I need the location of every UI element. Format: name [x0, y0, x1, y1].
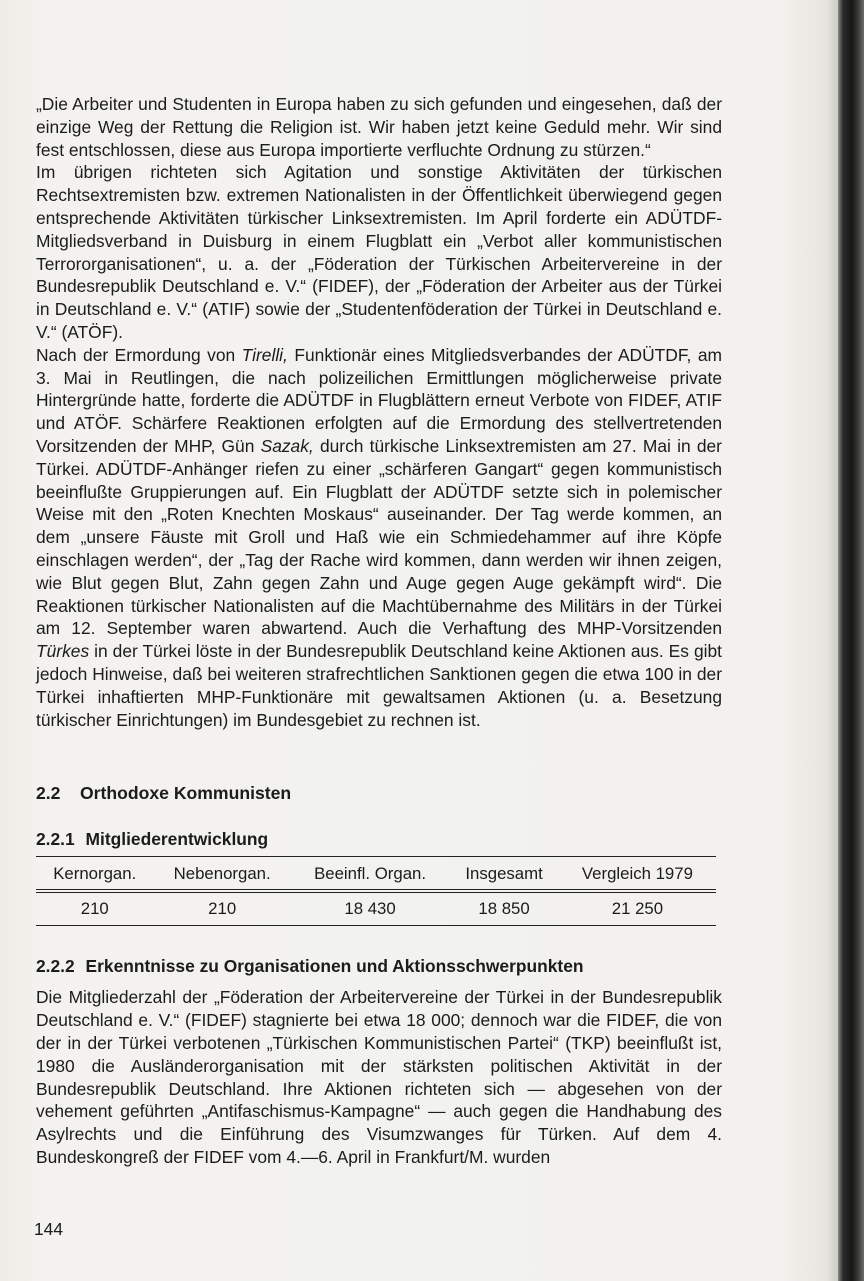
- header-kernorgan: Kernorgan.: [36, 857, 154, 890]
- header-vergleich-1979: Vergleich 1979: [559, 857, 716, 890]
- subsection-heading-organisations: [36, 954, 722, 978]
- book-binding-edge: [838, 0, 864, 1281]
- cell-kernorgan: 210: [80, 899, 109, 919]
- section-number: 2.2: [36, 783, 61, 804]
- subsection-heading-membership: [36, 827, 722, 851]
- header-insgesamt: Insgesamt: [449, 857, 559, 890]
- table-header-row: [36, 857, 716, 890]
- membership-table: [36, 856, 716, 926]
- text-run: „Die Arbeiter und Studenten in Europa haben zu sich gefunden und eingesehen, daß der einzige Weg der Rettung die Religion ist. Wir haben jetzt keine Geduld mehr. Wir sind fest entschlossen, diese aus Europa importierte verfluchte Ordnung zu stürzen.“: [36, 94, 722, 160]
- cell-nebenorgan: 210: [208, 899, 237, 919]
- text-run: Funktionär eines Mitgliedsverbandes der ADÜTDF, am 3. Mai in Reutlingen, die nach polizeilichen Ermittlungen möglicherweise private Hintergründe hatte, forderte die ADÜTDF in Flugblättern erneut Verbote von FIDEF, ATIF und ATÖF. Schärfere Reaktionen erfolgten auf die Ermordung des stellvertretenden Vorsitzenden der MHP, Gün: [36, 344, 722, 456]
- cell-insgesamt: 18 850: [478, 899, 530, 919]
- top-paragraphs: [36, 93, 722, 731]
- header-beeinfl-organ: Beeinfl. Organ.: [291, 857, 449, 890]
- table-row: [36, 893, 716, 926]
- cell-beeinfl-organ: 18 430: [344, 899, 396, 919]
- quote-paragraph: [36, 93, 722, 161]
- subsection-number: 2.2.1: [36, 829, 75, 850]
- text-run: Im übrigen richteten sich Agitation und sonstige Aktivitäten der türkischen Rechtsextremisten bzw. extremen Nationalisten in der Öffentlichkeit überwiegend gegen entsprechende Aktivitäten türkischer Linksextremisten. Im April forderte ein ADÜTDF-Mitgliedsverband in Duisburg in einem Flugblatt ein „Verbot aller kommunistischen Terrororganisationen“, u. a. der „Föderation der Türkischen Arbeitervereine in der Bundesrepublik Deutschland e. V.“ (FIDEF), der „Föderation der Arbeiter aus der Türkei in Deutschland e. V.“ (ATIF) sowie der „Studentenföderation der Türkei in Deutschland e. V.“ (ATÖF).: [36, 162, 722, 342]
- subsection-number: 2.2.2: [36, 956, 75, 977]
- body-paragraph: [36, 161, 722, 343]
- italic-name: Sazak,: [260, 435, 314, 456]
- section-title: Orthodoxe Kommunisten: [80, 783, 292, 804]
- page-content: [36, 93, 722, 1169]
- section-heading: [36, 781, 722, 805]
- body-paragraph: [36, 344, 722, 732]
- page-number: 144: [34, 1219, 64, 1239]
- italic-name: Türkes: [36, 641, 90, 662]
- italic-name: Tirelli,: [241, 344, 288, 365]
- subsection-title: Erkenntnisse zu Organisationen und Aktionsschwerpunkten: [85, 956, 584, 977]
- text-run: in der Türkei löste in der Bundesrepublik Deutschland keine Aktionen aus. Es gibt jedoch Hinweise, daß bei weiteren strafrechtlichen Sanktionen gegen die etwa 100 in der Türkei inhaftierten MHP-Funktionäre mit gewaltsamen Aktionen (u. a. Besetzung türkischer Einrichtungen) im Bundesgebiet zu rechnen ist.: [36, 641, 722, 730]
- cell-vergleich-1979: 21 250: [611, 899, 664, 919]
- subsection-title: Mitgliederentwicklung: [85, 829, 269, 850]
- body-paragraph: Die Mitgliederzahl der „Föderation der Arbeitervereine der Türkei in der Bundesrepublik Deutschland e. V.“ (FIDEF) stagnierte bei etwa 18 000; dennoch war die FIDEF, die von der in der Türkei verbotenen „Türkischen Kommunistischen Partei“ (TKP) beeinflußt ist, 1980 die Ausländerorganisation mit der stärksten politischen Aktivität in der Bundesrepublik Deutschland. Ihre Aktionen richteten sich — abgesehen von der vehement geführten „Antifaschismus-Kampagne“ — auch gegen die Handhabung des Asylrechts und die Einführung des Visumzwanges für Türken. Auf dem 4. Bundeskongreß der FIDEF vom 4.—6. April in Frankfurt/M. wurden: [36, 987, 722, 1167]
- text-run: Nach der Ermordung von: [36, 344, 242, 365]
- text-run: durch türkische Linksextremisten am 27. Mai in der Türkei. ADÜTDF-Anhänger riefen zu einer „schärferen Gangart“ gegen kommunistisch beeinflußte Gruppierungen auf. Ein Flugblatt der ADÜTDF setzte sich in polemischer Weise mit den „Roten Knechten Moskaus“ auseinander. Der Tag werde kommen, an dem „unsere Fäuste mit Groll und Haß wie ein Schmiedehammer auf ihre Köpfe einschlagen werden“, der „Tag der Rache wird kommen, dann werden wir ihnen zeigen, wie Blut gegen Blut, Zahn gegen Zahn und Auge gegen Auge gekämpft wird“. Die Reaktionen türkischer Nationalisten auf die Machtübernahme des Militärs in der Türkei am 12. September waren abwartend. Auch die Verhaftung des MHP-Vorsitzenden: [36, 435, 722, 639]
- header-nebenorgan: Nebenorgan.: [154, 857, 291, 890]
